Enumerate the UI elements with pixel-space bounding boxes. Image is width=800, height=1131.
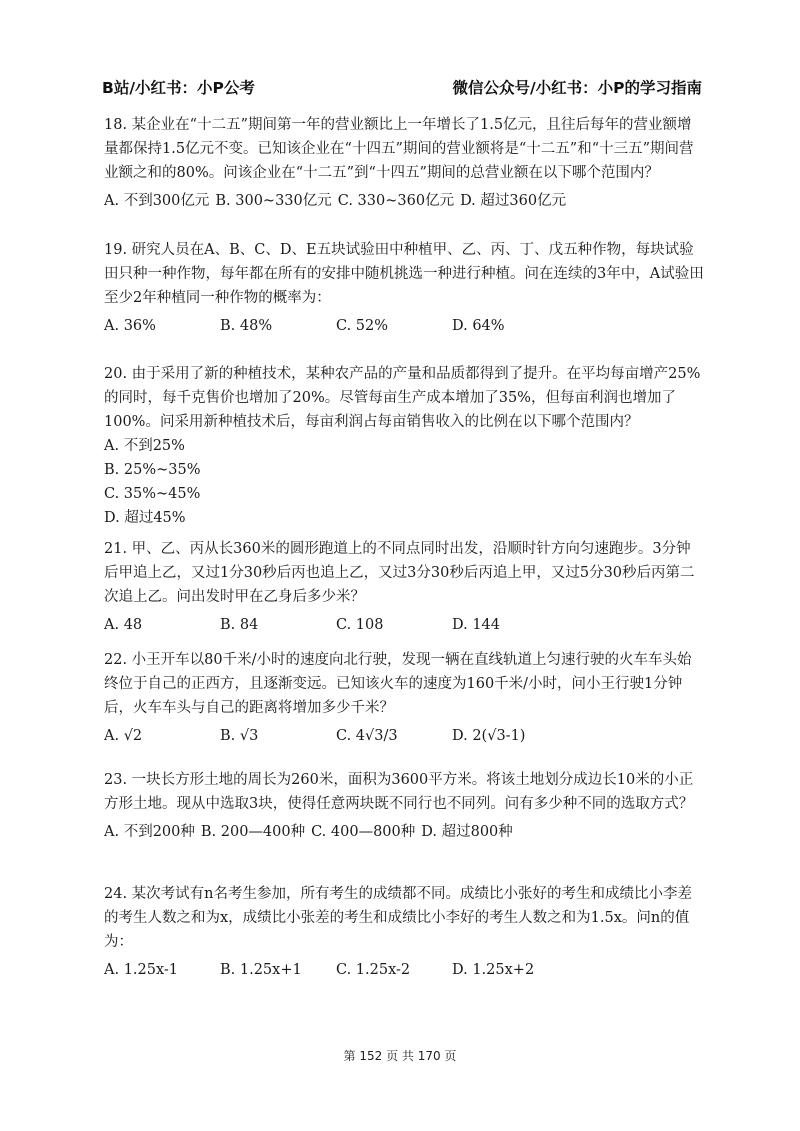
question-stem: 19. 研究人员在A、B、C、D、E五块试验田中种植甲、乙、丙、丁、戊五种作物，每块试验田只种一种作物，每年都在所有的安排中随机挑选一种进行种植。问在连续的3年中，A试验田至少2年种植同一种作物的概率为： — [104, 242, 704, 306]
options-row — [104, 314, 704, 338]
option-a: A. 48 — [104, 617, 143, 633]
options-column — [104, 434, 704, 530]
option-b: B. 200—400种 — [200, 824, 306, 840]
header-right: 微信公众号/小红书：小P的学习指南 — [452, 79, 702, 97]
option-b: B. √3 — [220, 728, 259, 744]
option-c: C. 330~360亿元 — [337, 193, 455, 209]
option-b: B. 48% — [220, 318, 273, 334]
question-stem: 18. 某企业在“十二五”期间第一年的营业额比上一年增长了1.5亿元，且往后每年的营业额增量都保持1.5亿元不变。已知该企业在“十四五”期间的营业额将是“十二五”和“十三五”期间营业额之和的80%。问该企业在“十二五”到“十四五”期间的总营业额在以下哪个范围内？ — [104, 117, 694, 181]
options-row — [104, 820, 704, 844]
question-stem: 22. 小王开车以80千米/小时的速度向北行驶，发现一辆在直线轨道上匀速行驶的火车车头始终位于自己的正西方，且逐渐变远。已知该火车的速度为160千米/小时，问小王行驶1分钟后，火车车头与自己的距离将增加多少千米？ — [104, 652, 692, 716]
option-d: D. 64% — [452, 318, 505, 334]
option-a: A. 不到25% — [104, 438, 185, 454]
question-18 — [104, 113, 704, 213]
option-d: D. 1.25x+2 — [452, 962, 535, 978]
question-20 — [104, 362, 704, 530]
option-c: C. 400—800种 — [311, 824, 416, 840]
question-22 — [104, 648, 704, 748]
question-stem: 24. 某次考试有n名考生参加，所有考生的成绩都不同。成绩比小张好的考生和成绩比小李差的考生人数之和为x，成绩比小张差的考生和成绩比小李好的考生人数之和为1.5x。问n的值为： — [104, 886, 693, 950]
option-b: B. 300~330亿元 — [215, 193, 332, 209]
option-d: D. 超过45% — [104, 510, 186, 526]
options-row — [104, 724, 704, 748]
question-stem: 21. 甲、乙、丙从长360米的圆形跑道上的不同点同时出发，沿顺时针方向匀速跑步。3分钟后甲追上乙，又过1分30秒后丙也追上乙，又过3分30秒后丙追上甲，又过5分30秒后丙第二次追上乙。问出发时甲在乙身后多少米？ — [104, 541, 695, 605]
option-a: A. 36% — [104, 318, 156, 334]
option-d: D. 超过360亿元 — [460, 193, 567, 209]
page-header — [102, 76, 702, 98]
option-a: A. √2 — [104, 728, 143, 744]
option-b: B. 84 — [220, 617, 259, 633]
question-21 — [104, 537, 704, 637]
option-a: A. 不到300亿元 — [104, 193, 210, 209]
page-number: 第 152 页 共 170 页 — [343, 1049, 457, 1063]
option-a: A. 1.25x-1 — [104, 962, 179, 978]
option-d: D. 144 — [452, 617, 501, 633]
options-row — [104, 958, 704, 982]
option-d: D. 2(√3-1) — [452, 728, 526, 744]
option-b: B. 1.25x+1 — [220, 962, 302, 978]
question-stem: 20. 由于采用了新的种植技术，某种农产品的产量和品质都得到了提升。在平均每亩增产25%的同时，每千克售价也增加了20%。尽管每亩生产成本增加了35%，但每亩利润也增加了100%。问采用新种植技术后，每亩利润占每亩销售收入的比例在以下哪个范围内？ — [104, 366, 701, 430]
header-left: B站/小红书：小P公考 — [102, 79, 255, 97]
options-row — [104, 189, 704, 213]
option-a: A. 不到200种 — [104, 824, 195, 840]
options-row — [104, 613, 704, 637]
option-c: C. 52% — [336, 318, 389, 334]
option-c: C. 1.25x-2 — [336, 962, 411, 978]
option-c: C. 108 — [336, 617, 384, 633]
option-b: B. 25%~35% — [104, 462, 201, 478]
option-d: D. 超过800种 — [421, 824, 513, 840]
option-c: C. 35%~45% — [104, 486, 201, 502]
question-24 — [104, 882, 704, 982]
question-19 — [104, 238, 704, 338]
option-c: C. 4√3/3 — [336, 728, 398, 744]
question-stem: 23. 一块长方形土地的周长为260米，面积为3600平方米。将该土地划分成边长10米的小正方形土地。现从中选取3块，使得任意两块既不同行也不同列。问有多少种不同的选取方式？ — [104, 772, 694, 812]
question-23 — [104, 768, 704, 844]
